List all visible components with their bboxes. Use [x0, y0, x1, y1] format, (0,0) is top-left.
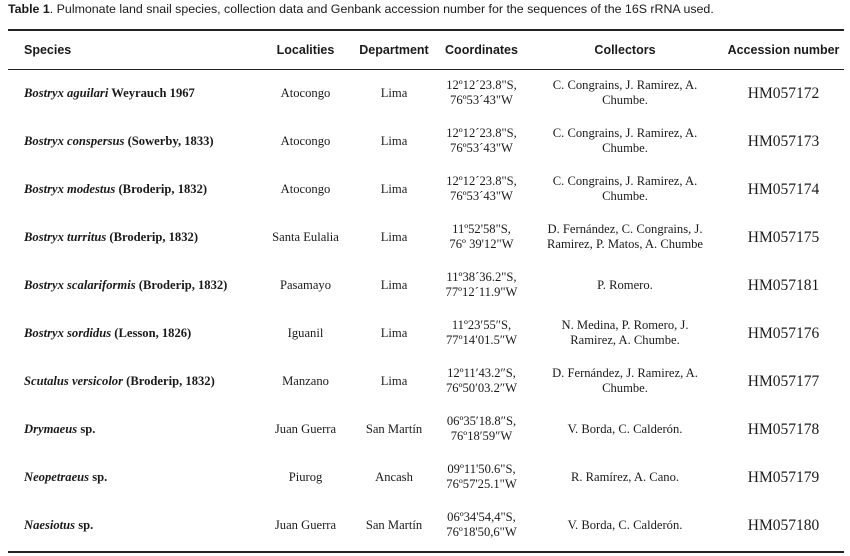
collectors-line-1: D. Fernández, J. Ramirez, A.: [552, 366, 698, 380]
col-header-accession: Accession number: [727, 43, 840, 57]
locality-cell: Santa Eulalia: [272, 229, 339, 244]
table-row: [8, 309, 844, 357]
collectors-cell: [527, 213, 723, 261]
locality-cell: Iguanil: [287, 325, 324, 340]
coordinates-cell: [436, 309, 527, 357]
species-name: Scutalus versicolor: [24, 373, 124, 388]
header-row: [8, 31, 844, 69]
col-header-collectors: Collectors: [594, 43, 656, 57]
table-row: [8, 117, 844, 165]
species-cell: [8, 213, 259, 261]
species-name: Bostryx turritus: [24, 229, 107, 244]
longitude: 76º18'50,6"W: [446, 525, 517, 539]
col-header-coordinates: Coordinates: [445, 43, 518, 57]
species-cell: [8, 117, 259, 165]
collectors-line-2: Chumbe.: [602, 141, 648, 155]
collectors-line-1: V. Borda, C. Calderón.: [567, 421, 683, 436]
collectors-line-2: Chumbe.: [602, 189, 648, 203]
collectors-cell: [527, 165, 723, 213]
locality-cell: Atocongo: [280, 133, 331, 148]
table-row: [8, 69, 844, 117]
species-author: (Broderip, 1832): [123, 373, 215, 388]
accession-cell: HM057176: [747, 324, 820, 342]
collectors-line-1: C. Congrains, J. Ramirez, A.: [552, 78, 698, 92]
species-author: (Broderip, 1832): [115, 181, 208, 196]
department-cell: Lima: [380, 133, 408, 148]
locality-cell: Juan Guerra: [274, 517, 337, 532]
collectors-cell: [527, 117, 723, 165]
table-row: [8, 405, 844, 453]
accession-cell: HM057174: [747, 180, 820, 198]
species-cell: [8, 165, 259, 213]
species-author: sp.: [89, 469, 108, 484]
locality-cell: Atocongo: [280, 181, 331, 196]
accession-cell: HM057173: [747, 132, 820, 150]
species-name: Neopetraeus: [24, 469, 90, 484]
caption-text: . Pulmonate land snail species, collection data and Genbank accession number for the sequences of the 16S rRNA used.: [49, 2, 714, 16]
species-author: (Lesson, 1826): [111, 325, 192, 340]
longitude: 76º50′03.2″W: [445, 381, 518, 395]
collectors-line-2: Ramirez, A. Chumbe.: [570, 333, 680, 347]
latitude: 12º12´23.8"S,: [446, 78, 517, 92]
coordinates-cell: [436, 165, 527, 213]
longitude: 76º57'25.1"W: [446, 477, 517, 491]
accession-cell: HM057180: [747, 516, 820, 534]
latitude: 12º12´23.8"S,: [446, 174, 517, 188]
table-row: [8, 165, 844, 213]
latitude: 12º12´23.8"S,: [446, 126, 517, 140]
table-row: [8, 213, 844, 261]
species-name: Bostryx scalariformis: [24, 277, 136, 292]
species-author: sp.: [77, 421, 96, 436]
coordinates-cell: [436, 69, 527, 117]
locality-cell: Manzano: [282, 373, 329, 388]
table-row: [8, 453, 844, 501]
species-name: Drymaeus: [24, 421, 78, 436]
species-cell: [8, 69, 259, 117]
department-cell: Lima: [380, 181, 408, 196]
collectors-line-1: P. Romero.: [597, 277, 653, 292]
caption-label: Table 1: [8, 2, 50, 16]
coordinates-cell: [436, 357, 527, 405]
coordinates-cell: [436, 213, 527, 261]
collectors-cell: [527, 501, 723, 549]
department-cell: San Martín: [365, 421, 423, 436]
table-row: [8, 501, 844, 549]
species-name: Naesiotus: [24, 517, 76, 532]
table-row: [8, 357, 844, 405]
species-name: Bostryx sordidus: [24, 325, 112, 340]
bottom-rule: [8, 551, 844, 553]
species-name: Bostryx modestus: [24, 181, 116, 196]
species-cell: [8, 501, 259, 549]
col-header-department: Department: [359, 43, 429, 57]
collectors-line-2: Chumbe.: [602, 381, 648, 395]
coordinates-cell: [436, 501, 527, 549]
collectors-line-1: C. Congrains, J. Ramirez, A.: [552, 126, 698, 140]
species-name: Bostryx aguilari: [24, 85, 109, 100]
latitude: 06º35′18.8″S,: [446, 414, 517, 428]
latitude: 06º34'54,4"S,: [447, 510, 516, 524]
longitude: 76º18′59″W: [450, 429, 513, 443]
department-cell: Ancash: [375, 469, 413, 484]
longitude: 76º53´43"W: [450, 141, 513, 155]
latitude: 12º11′43.2″S,: [447, 366, 516, 380]
species-name: Bostryx conspersus: [24, 133, 125, 148]
collectors-line-1: R. Ramírez, A. Cano.: [570, 469, 680, 484]
species-author: Weyrauch 1967: [108, 85, 195, 100]
species-author: sp.: [75, 517, 94, 532]
accession-cell: HM057179: [747, 468, 820, 486]
accession-cell: HM057178: [747, 420, 820, 438]
department-cell: San Martín: [365, 517, 423, 532]
department-cell: Lima: [380, 325, 408, 340]
department-cell: Lima: [380, 85, 408, 100]
species-author: (Broderip, 1832): [106, 229, 199, 244]
species-table: [8, 31, 844, 549]
longitude: 76º 39'12"W: [449, 237, 514, 251]
table-caption: [8, 2, 848, 16]
accession-cell: HM057181: [747, 276, 820, 294]
species-cell: [8, 405, 259, 453]
coordinates-cell: [436, 453, 527, 501]
species-cell: [8, 453, 259, 501]
collectors-cell: [527, 69, 723, 117]
coordinates-cell: [436, 117, 527, 165]
collectors-cell: [527, 405, 723, 453]
locality-cell: Juan Guerra: [274, 421, 337, 436]
collectors-cell: [527, 453, 723, 501]
col-header-localities: Localities: [276, 43, 335, 57]
accession-cell: HM057175: [747, 228, 820, 246]
collectors-line-1: D. Fernández, C. Congrains, J.: [547, 222, 703, 236]
department-cell: Lima: [380, 373, 408, 388]
collectors-cell: [527, 357, 723, 405]
locality-cell: Pasamayo: [279, 277, 332, 292]
department-cell: Lima: [380, 277, 408, 292]
collectors-line-2: Chumbe.: [602, 93, 648, 107]
col-header-species: Species: [24, 43, 72, 57]
accession-cell: HM057172: [747, 84, 820, 102]
collectors-line-2: Ramirez, P. Matos, A. Chumbe: [546, 237, 703, 251]
collectors-cell: [527, 309, 723, 357]
latitude: 11º23′55″S,: [451, 318, 512, 332]
longitude: 77º12´11.9"W: [445, 285, 518, 299]
coordinates-cell: [436, 405, 527, 453]
collectors-cell: [527, 261, 723, 309]
collectors-line-1: N. Medina, P. Romero, J.: [561, 318, 689, 332]
collectors-line-1: V. Borda, C. Calderón.: [567, 517, 683, 532]
species-cell: [8, 309, 259, 357]
collectors-line-1: C. Congrains, J. Ramirez, A.: [552, 174, 698, 188]
species-author: (Sowerby, 1833): [124, 133, 214, 148]
accession-cell: HM057177: [747, 372, 820, 390]
species-author: (Broderip, 1832): [135, 277, 228, 292]
table-row: [8, 261, 844, 309]
locality-cell: Atocongo: [280, 85, 331, 100]
latitude: 11º52'58"S,: [452, 222, 511, 236]
longitude: 76º53´43"W: [450, 93, 513, 107]
latitude: 11º38´36.2"S,: [446, 270, 517, 284]
longitude: 77º14′01.5″W: [445, 333, 518, 347]
species-cell: [8, 261, 259, 309]
department-cell: Lima: [380, 229, 408, 244]
locality-cell: Piurog: [288, 469, 323, 484]
longitude: 76º53´43"W: [450, 189, 513, 203]
coordinates-cell: [436, 261, 527, 309]
species-cell: [8, 357, 259, 405]
latitude: 09º11'50.6"S,: [447, 462, 516, 476]
